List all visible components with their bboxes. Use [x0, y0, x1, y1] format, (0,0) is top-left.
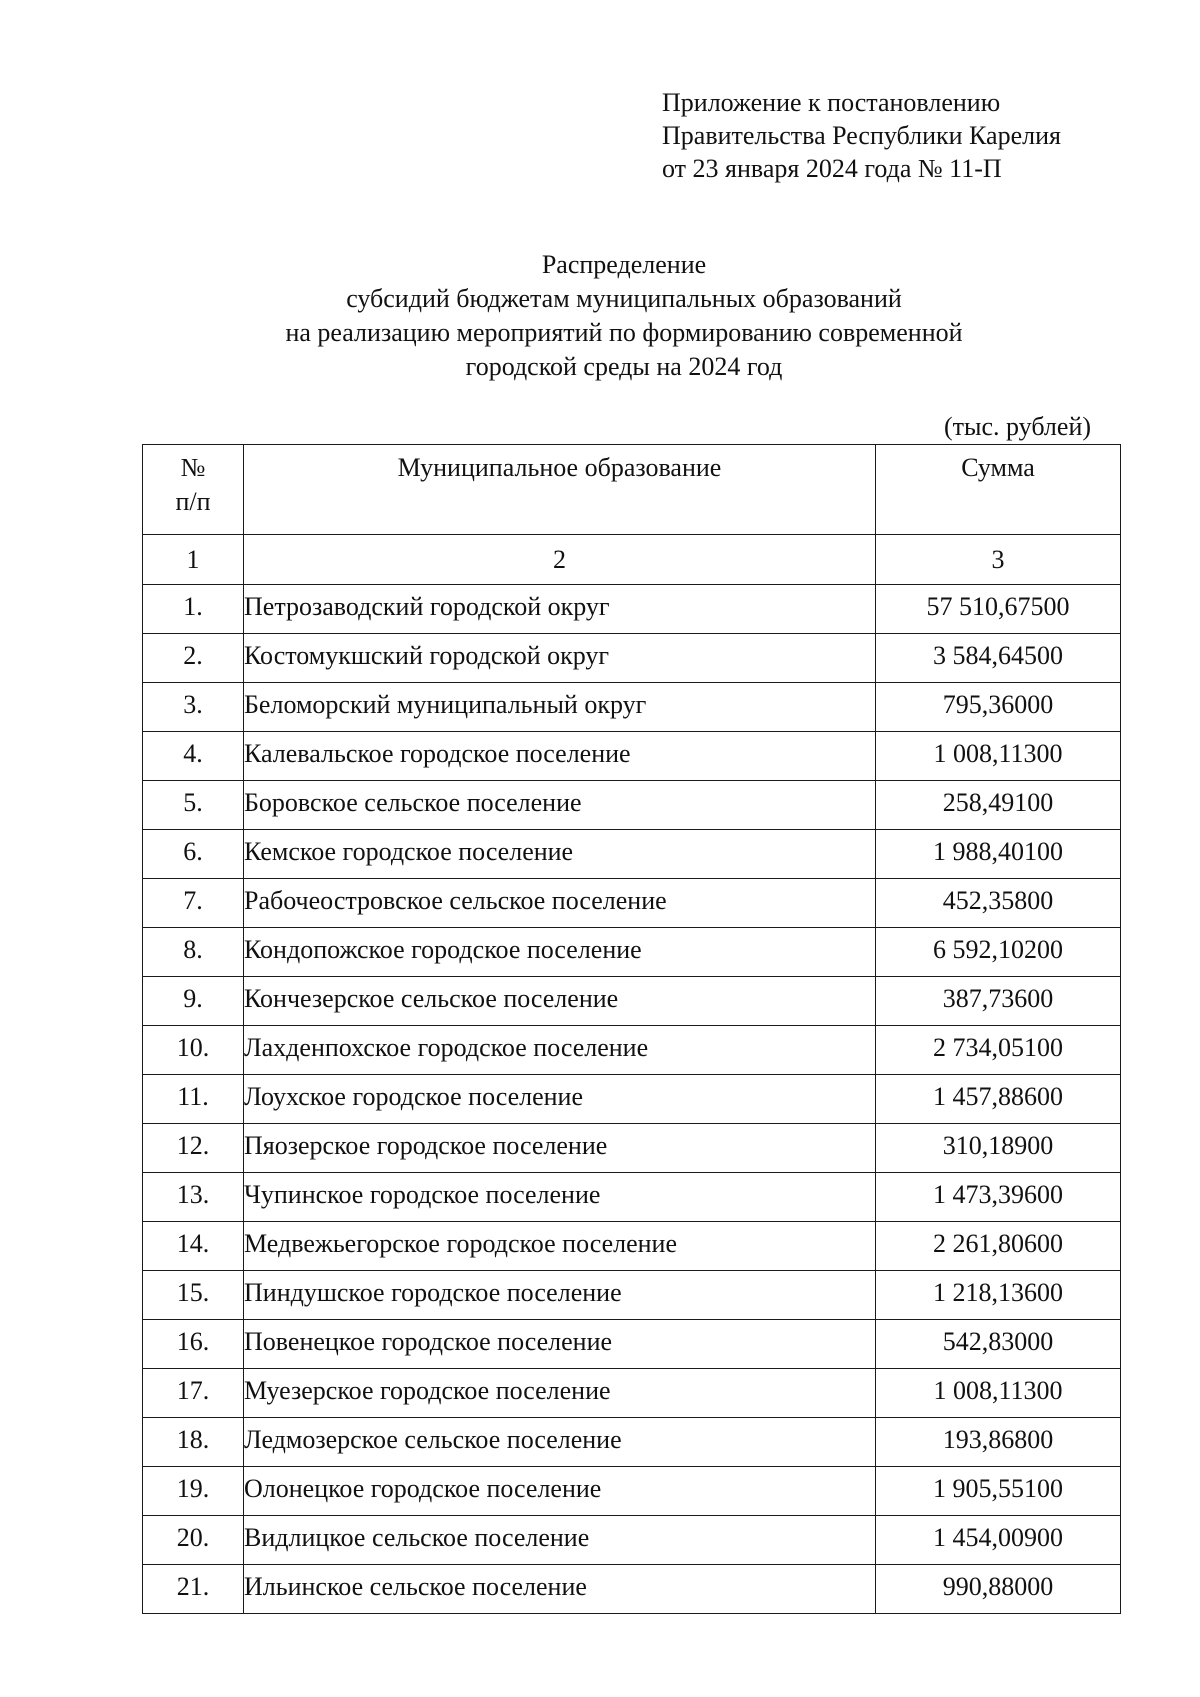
table-row: [143, 1173, 1121, 1222]
row-municipality: Медвежьегорское городское поселение: [244, 1222, 876, 1271]
row-municipality: Ледмозерское сельское поселение: [244, 1418, 876, 1467]
column-index: 2: [244, 535, 876, 585]
column-index: 3: [876, 535, 1121, 585]
appendix-header: [662, 86, 1061, 185]
row-municipality: Олонецкое городское поселение: [244, 1467, 876, 1516]
row-municipality: Лоухское городское поселение: [244, 1075, 876, 1124]
table-row: [143, 1124, 1121, 1173]
row-number: 21.: [143, 1565, 244, 1614]
table-row: [143, 1418, 1121, 1467]
row-sum: 1 218,13600: [876, 1271, 1121, 1320]
row-municipality: Лахденпохское городское поселение: [244, 1026, 876, 1075]
table-row: [143, 928, 1121, 977]
row-municipality: Муезерское городское поселение: [244, 1369, 876, 1418]
row-number: 8.: [143, 928, 244, 977]
row-number: 6.: [143, 830, 244, 879]
table-row: [143, 1222, 1121, 1271]
row-municipality: Беломорский муниципальный округ: [244, 683, 876, 732]
row-municipality: Калевальское городское поселение: [244, 732, 876, 781]
row-sum: 1 008,11300: [876, 732, 1121, 781]
row-sum: 542,83000: [876, 1320, 1121, 1369]
appendix-line: Правительства Республики Карелия: [662, 121, 1061, 150]
header-sum: Сумма: [876, 445, 1121, 535]
table-row: [143, 977, 1121, 1026]
row-municipality: Кончезерское сельское поселение: [244, 977, 876, 1026]
row-sum: 452,35800: [876, 879, 1121, 928]
table-row: [143, 1565, 1121, 1614]
subsidy-table: [142, 444, 1121, 1614]
row-sum: 258,49100: [876, 781, 1121, 830]
table-row: [143, 1075, 1121, 1124]
row-sum: 1 473,39600: [876, 1173, 1121, 1222]
row-sum: 1 454,00900: [876, 1516, 1121, 1565]
row-number: 14.: [143, 1222, 244, 1271]
table-row: [143, 1271, 1121, 1320]
row-municipality: Рабочеостровское сельское поселение: [244, 879, 876, 928]
table-row: [143, 634, 1121, 683]
row-sum: 795,36000: [876, 683, 1121, 732]
row-sum: 1 008,11300: [876, 1369, 1121, 1418]
row-number: 3.: [143, 683, 244, 732]
row-number: 9.: [143, 977, 244, 1026]
row-sum: 2 261,80600: [876, 1222, 1121, 1271]
title-line: субсидий бюджетам муниципальных образований: [346, 284, 902, 313]
title-line: на реализацию мероприятий по формированию современной: [285, 318, 963, 347]
title-line: городской среды на 2024 год: [465, 352, 783, 381]
row-municipality: Петрозаводский городской округ: [244, 585, 876, 634]
row-number: 5.: [143, 781, 244, 830]
row-number: 18.: [143, 1418, 244, 1467]
row-number: 1.: [143, 585, 244, 634]
row-municipality: Боровское сельское поселение: [244, 781, 876, 830]
table-row: [143, 830, 1121, 879]
row-number: 13.: [143, 1173, 244, 1222]
row-sum: 193,86800: [876, 1418, 1121, 1467]
row-number: 16.: [143, 1320, 244, 1369]
row-sum: 1 457,88600: [876, 1075, 1121, 1124]
units-label: (тыс. рублей): [944, 412, 1092, 441]
row-number: 20.: [143, 1516, 244, 1565]
row-number: 7.: [143, 879, 244, 928]
row-sum: 1 905,55100: [876, 1467, 1121, 1516]
title-line: Распределение: [541, 250, 707, 279]
row-municipality: Повенецкое городское поселение: [244, 1320, 876, 1369]
row-sum: 1 988,40100: [876, 830, 1121, 879]
column-index-row: [143, 535, 1121, 585]
row-municipality: Видлицкое сельское поселение: [244, 1516, 876, 1565]
table-row: [143, 585, 1121, 634]
header-number-symbol: №: [180, 453, 206, 482]
table-row: [143, 1516, 1121, 1565]
row-number: 15.: [143, 1271, 244, 1320]
row-sum: 387,73600: [876, 977, 1121, 1026]
table-row: [143, 879, 1121, 928]
row-number: 11.: [143, 1075, 244, 1124]
appendix-line: от 23 января 2024 года № 11-П: [662, 154, 1002, 183]
row-sum: 6 592,10200: [876, 928, 1121, 977]
row-municipality: Пиндушское городское поселение: [244, 1271, 876, 1320]
row-number: 12.: [143, 1124, 244, 1173]
column-index: 1: [143, 535, 244, 585]
table-header-row: [143, 445, 1121, 535]
table-row: [143, 732, 1121, 781]
table-row: [143, 1320, 1121, 1369]
row-municipality: Кондопожское городское поселение: [244, 928, 876, 977]
row-sum: 57 510,67500: [876, 585, 1121, 634]
row-number: 10.: [143, 1026, 244, 1075]
table-body: [143, 585, 1121, 1614]
row-number: 2.: [143, 634, 244, 683]
table-row: [143, 781, 1121, 830]
table-row: [143, 1026, 1121, 1075]
row-municipality: Чупинское городское поселение: [244, 1173, 876, 1222]
header-number-abbr: п/п: [175, 487, 211, 516]
table-row: [143, 1369, 1121, 1418]
header-number: [143, 445, 244, 535]
row-municipality: Костомукшский городской округ: [244, 634, 876, 683]
row-municipality: Пяозерское городское поселение: [244, 1124, 876, 1173]
header-municipality: Муниципальное образование: [244, 445, 876, 535]
row-municipality: Ильинское сельское поселение: [244, 1565, 876, 1614]
appendix-line: Приложение к постановлению: [662, 88, 1001, 117]
row-sum: 3 584,64500: [876, 634, 1121, 683]
row-number: 4.: [143, 732, 244, 781]
row-municipality: Кемское городское поселение: [244, 830, 876, 879]
table-row: [143, 1467, 1121, 1516]
document-title: [0, 248, 1200, 384]
row-number: 17.: [143, 1369, 244, 1418]
table-row: [143, 683, 1121, 732]
row-sum: 310,18900: [876, 1124, 1121, 1173]
row-sum: 990,88000: [876, 1565, 1121, 1614]
row-sum: 2 734,05100: [876, 1026, 1121, 1075]
row-number: 19.: [143, 1467, 244, 1516]
